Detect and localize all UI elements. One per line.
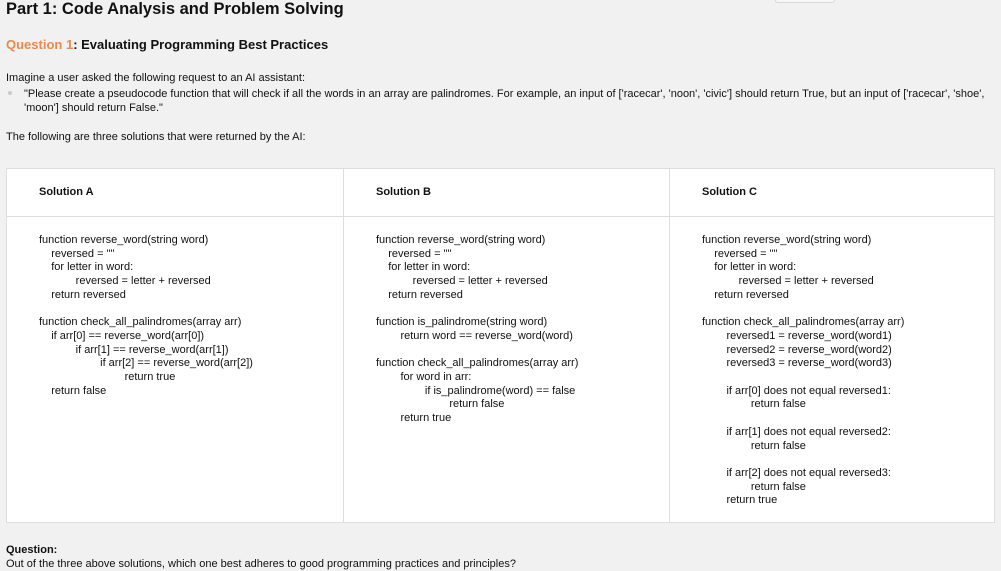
request-quote: "Please create a pseudocode function that will check if all the words in an array are palindromes. For example, an input of ['racecar', 'noon', 'civic'] should return True, but an input of ['racecar', 'shoe', 'moon'] should return False." xyxy=(24,88,985,114)
solution-b-title: Solution B xyxy=(376,186,431,198)
question-text: Out of the three above solutions, which one best adheres to good programming practices and principles? xyxy=(6,558,516,570)
bullet-icon xyxy=(8,91,12,95)
header-divider xyxy=(7,216,994,217)
intro-text: Imagine a user asked the following request to an AI assistant: xyxy=(6,72,306,84)
solution-c-code: function reverse_word(string word) reversed = "" for letter in word: reversed = letter + reversed return reversed function check_all_palindromes(array arr) reversed1 = reverse_word(word1) reversed2 = reverse_word(word2) reversed3 = reverse_word(word3) if arr[0] does not equal reversed1: return false if arr[1] does not equal reversed2: return false if arr[2] does not equal reversed3: return false return true xyxy=(702,234,905,507)
solutions-intro: The following are three solutions that were returned by the AI: xyxy=(6,131,306,143)
column-divider xyxy=(669,169,670,522)
solution-b-code: function reverse_word(string word) reversed = "" for letter in word: reversed = letter + reversed return reversed function is_palindrome(string word) return word == reverse_word(word) function check_all_palindromes(array arr) for word in arr: if is_palindrome(word) == false return false return true xyxy=(376,234,579,425)
solutions-table xyxy=(6,168,995,523)
solution-a-title: Solution A xyxy=(39,186,94,198)
top-tab[interactable] xyxy=(775,0,835,3)
solution-a-code: function reverse_word(string word) reversed = "" for letter in word: reversed = letter + reversed return reversed function check_all_palindromes(array arr) if arr[0] == reverse_word(arr[0]) if arr[1] == reverse_word(arr[1]) if arr[2] == reverse_word(arr[2]) return true return false xyxy=(39,234,253,397)
column-divider xyxy=(343,169,344,522)
solution-c-title: Solution C xyxy=(702,186,757,198)
question-heading-title: : Evaluating Programming Best Practices xyxy=(73,37,329,52)
question-number-label: Question 1 xyxy=(6,37,74,52)
question-heading xyxy=(6,37,328,53)
question-label: Question: xyxy=(6,544,58,556)
page-title: Part 1: Code Analysis and Problem Solving xyxy=(6,0,344,18)
